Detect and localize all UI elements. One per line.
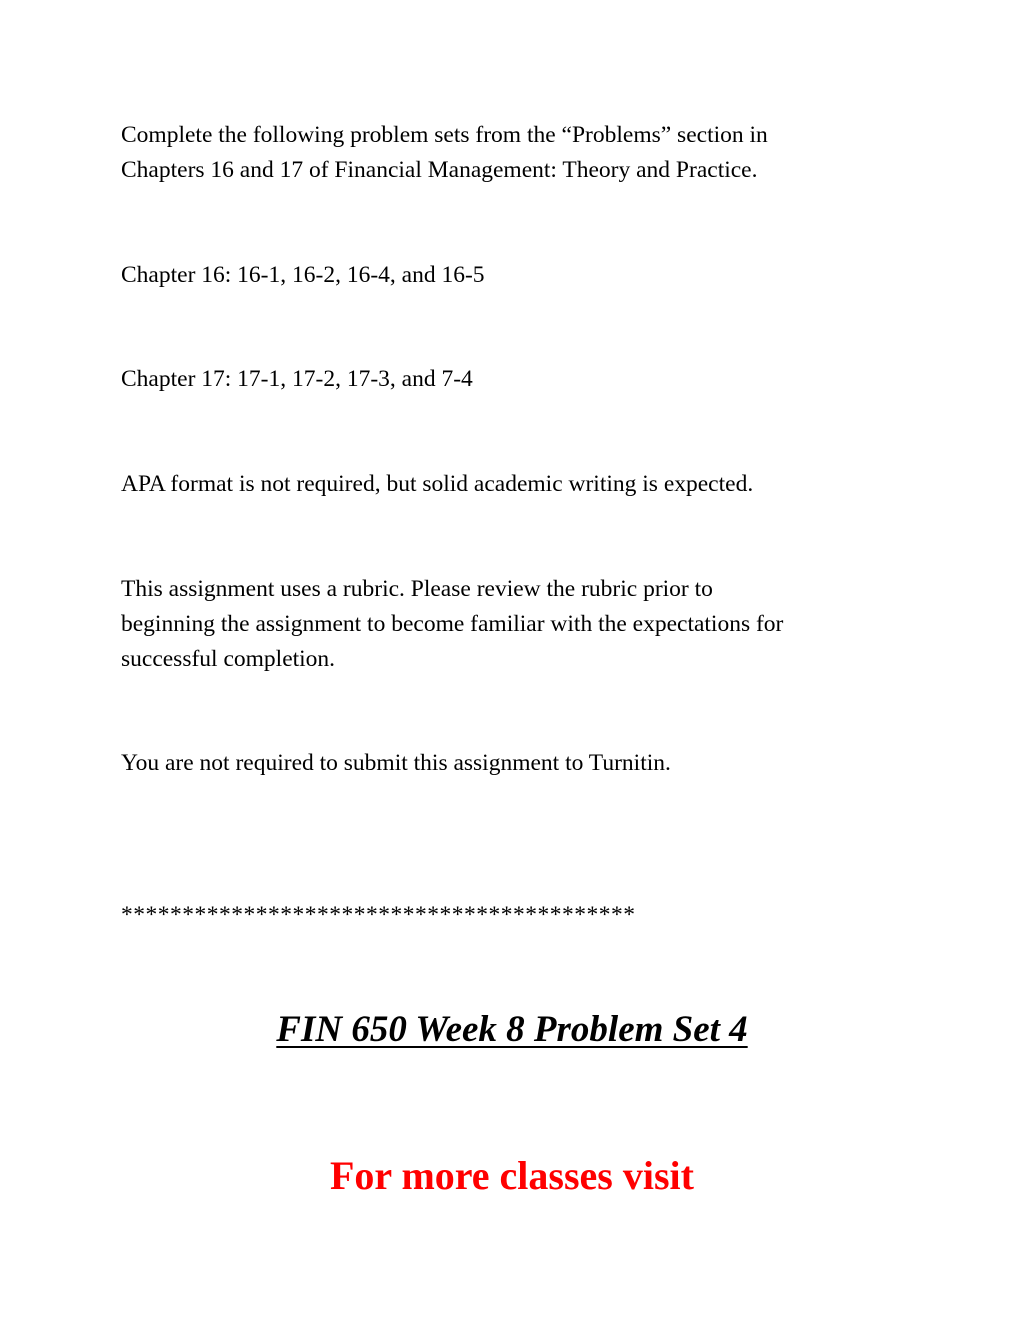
asterisk-divider: ****************************************** xyxy=(121,902,636,928)
turnitin-note: You are not required to submit this assignment to Turnitin. xyxy=(121,750,671,776)
intro-paragraph: Complete the following problem sets from the “Problems” section in Chapters 16 and 17 of Financial Management: Theory and Practice. xyxy=(121,122,768,183)
document-title: FIN 650 Week 8 Problem Set 4 xyxy=(276,1009,748,1050)
chapter-17-problems: Chapter 17: 17-1, 17-2, 17-3, and 7-4 xyxy=(121,366,473,392)
chapter-16-problems: Chapter 16: 16-1, 16-2, 16-4, and 16-5 xyxy=(121,262,485,288)
apa-note: APA format is not required, but solid academic writing is expected. xyxy=(121,471,754,497)
promo-text: For more classes visit xyxy=(329,1153,694,1198)
rubric-note: This assignment uses a rubric. Please review the rubric prior to beginning the assignment to become familiar with the expectations for successful completion. xyxy=(121,576,784,672)
